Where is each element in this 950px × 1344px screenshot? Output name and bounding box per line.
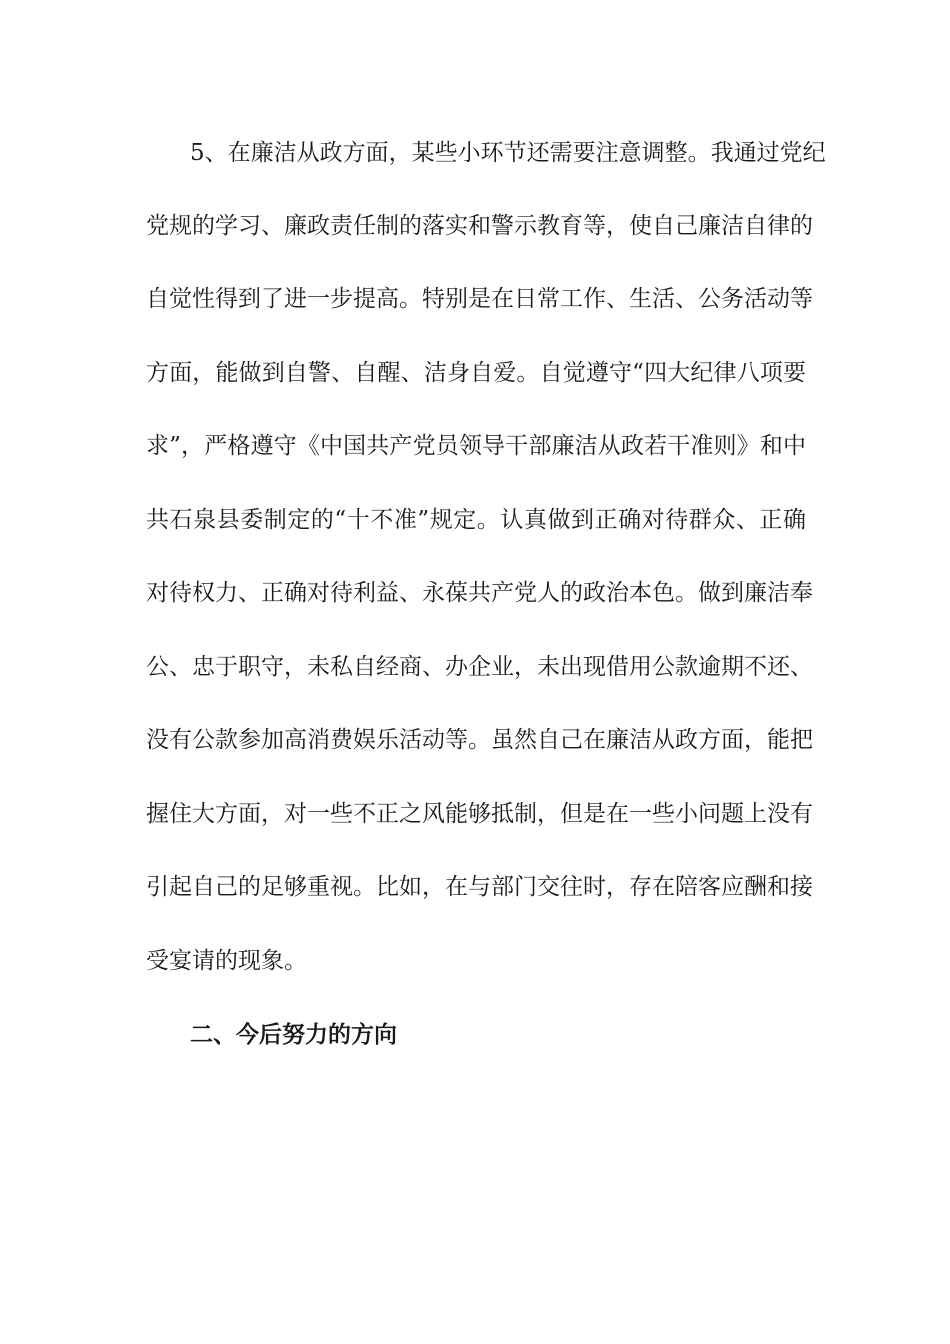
paragraph-line-1: 5、在廉洁从政方面，某些小环节还需要注意调整。我通过党纪	[190, 140, 826, 166]
paragraph-line-10: 握住大方面，对一些不正之风能够抵制，但是在一些小问题上没有	[146, 801, 813, 827]
section-heading: 二、今后努力的方向	[190, 1022, 397, 1048]
paragraph-line-7: 对待权力、正确对待利益、永葆共产党人的政治本色。做到廉洁奉	[146, 580, 813, 606]
paragraph-line-8: 公、忠于职守，未私自经商、办企业，未出现借用公款逾期不还、	[146, 654, 813, 680]
paragraph-line-2: 党规的学习、廉政责任制的落实和警示教育等，使自己廉洁自律的	[146, 213, 813, 239]
paragraph-line-5: 求”，严格遵守《中国共产党员领导干部廉洁从政若干准则》和中	[146, 433, 806, 459]
paragraph-line-9: 没有公款参加高消费娱乐活动等。虽然自己在廉洁从政方面，能把	[146, 727, 813, 753]
paragraph-line-6: 共石泉县委制定的“十不准”规定。认真做到正确对待群众、正确	[146, 507, 806, 533]
paragraph-line-11: 引起自己的足够重视。比如，在与部门交往时，存在陪客应酬和接	[146, 874, 813, 900]
paragraph-line-12: 受宴请的现象。	[146, 948, 307, 974]
paragraph-line-3: 自觉性得到了进一步提高。特别是在日常工作、生活、公务活动等	[146, 286, 813, 312]
paragraph-line-4: 方面，能做到自警、自醒、洁身自爱。自觉遵守“四大纪律八项要	[146, 360, 806, 386]
